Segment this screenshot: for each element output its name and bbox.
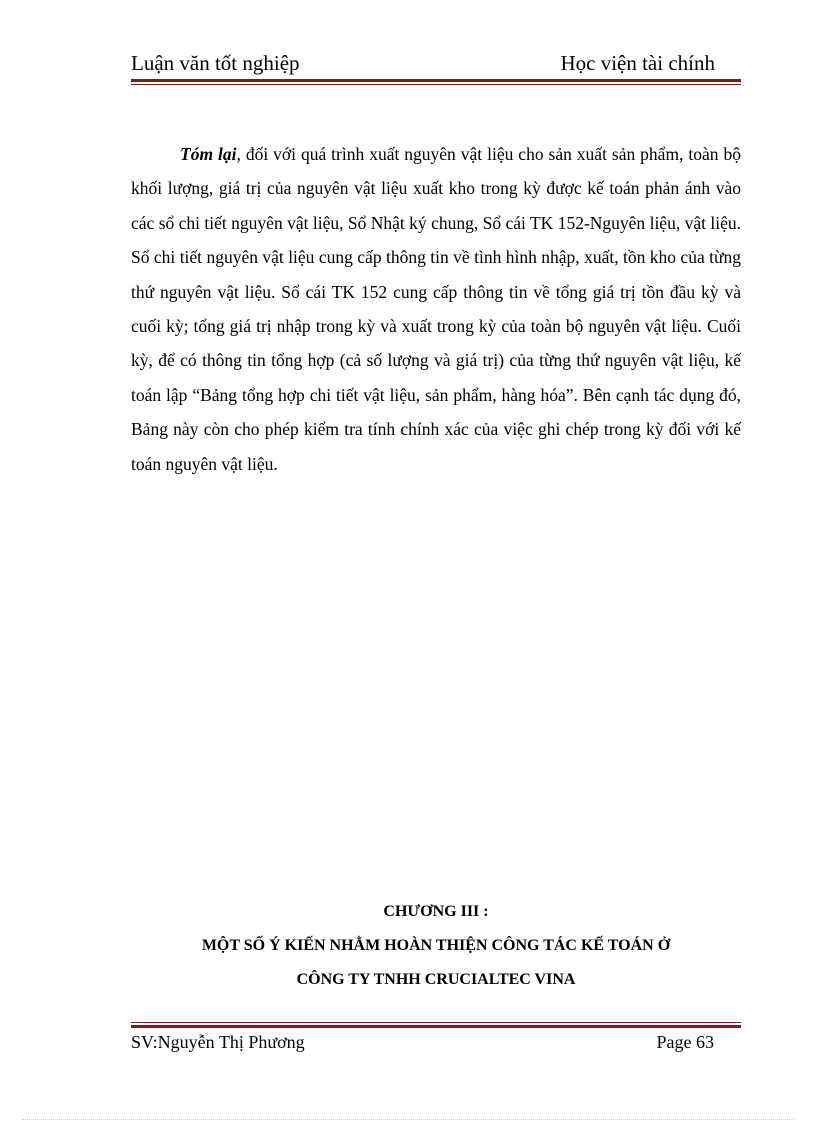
chapter-number: CHƯƠNG III : [383,903,489,920]
page-edge-divider [22,1119,794,1120]
chapter-title-line-1: MỘT SỐ Ý KIẾN NHẰM HOÀN THIỆN CÔNG TÁC KẾ TOÁN Ở [201,937,671,954]
page-header [131,50,741,76]
paragraph-text: , đối với quá trình xuất nguyên vật liệu cho sản xuất sản phẩm, toàn bộ khối lượng, giá trị của nguyên vật liệu xuất kho trong kỳ được kế toán phản ánh vào các sổ chi tiết nguyên vật liệu, Sổ Nhật ký chung, Sổ cái TK 152-Nguyên liệu, vật liệu. Sổ chi tiết nguyên vật liệu cung cấp thông tin về tình hình nhập, xuất, tồn kho của từng thứ nguyên vật liệu. Sổ cái TK 152 cung cấp thông tin về tổng giá trị tồn đầu kỳ và cuối kỳ; tổng giá trị nhập trong kỳ và xuất trong kỳ của toàn bộ nguyên vật liệu. Cuối kỳ, để có thông tin tổng hợp (cả số lượng và giá trị) của từng thứ nguyên vật liệu, kế toán lập “Bảng tổng hợp chi tiết vật liệu, sản phẩm, hàng hóa”. Bên cạnh tác dụng đó, Bảng này còn cho phép kiểm tra tính chính xác của việc ghi chép trong kỳ đối với kế toán nguyên vật liệu. [131,144,741,474]
chapter-title-line-2: CÔNG TY TNHH CRUCIALTEC VINA [296,971,576,988]
footer-page-number: Page 63 [656,1032,714,1052]
header-institution-label: Học viện tài chính [560,51,715,75]
header-rule [131,79,741,85]
header-thesis-label: Luận văn tốt nghiệp [131,51,300,75]
page-footer [131,1030,741,1054]
footer-student-name: SV:Nguyễn Thị Phương [131,1032,305,1052]
body-paragraph-block [131,137,741,481]
paragraph-lead: Tóm lại [180,144,237,164]
footer-rule [131,1022,741,1028]
chapter-heading [131,895,741,997]
body-paragraph [131,137,741,481]
